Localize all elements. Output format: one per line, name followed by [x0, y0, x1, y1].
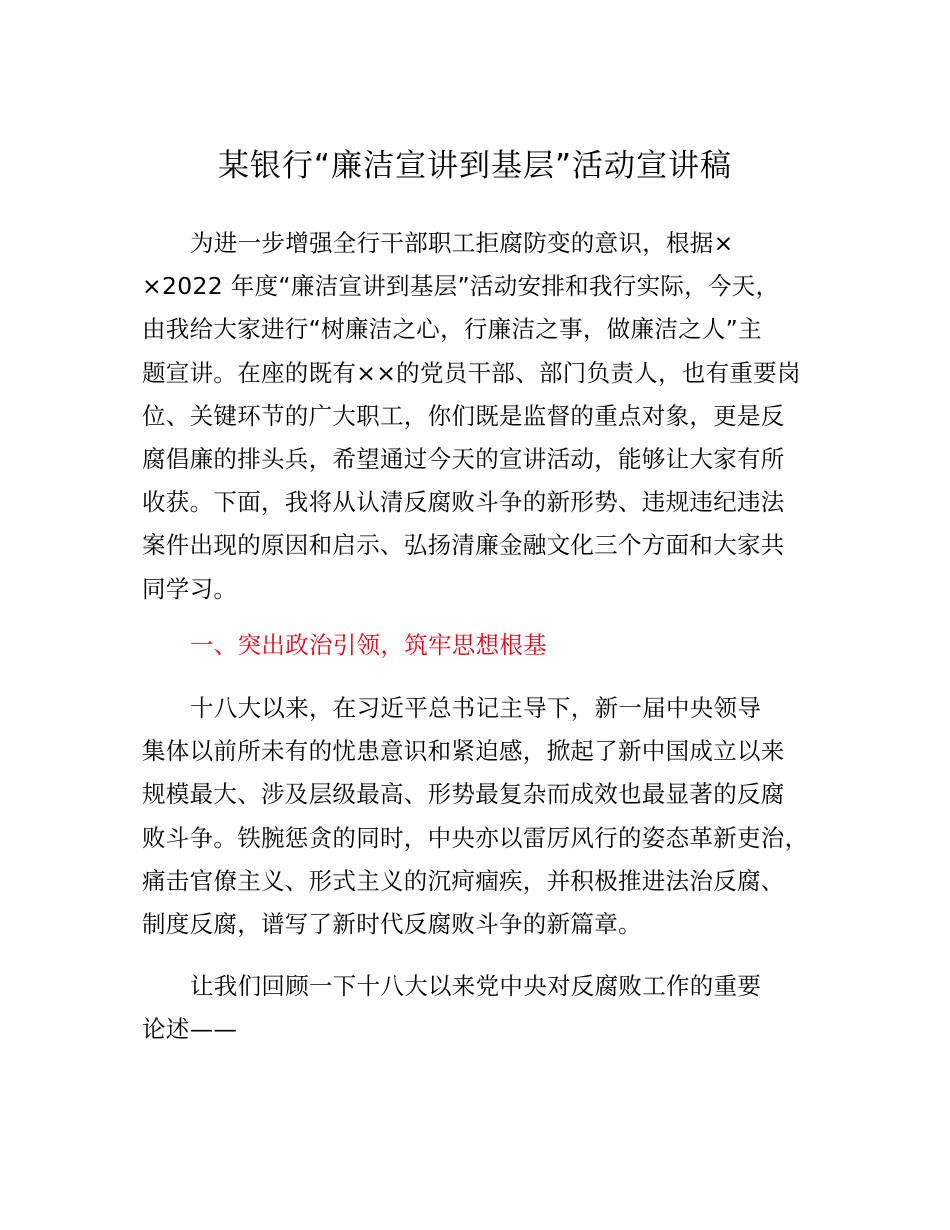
paragraph-line: 制度反腐，谱写了新时代反腐败斗争的新篇章。	[142, 910, 642, 939]
body-paragraph-2	[142, 687, 832, 946]
intro-paragraph	[142, 222, 832, 611]
paragraph-line: 腐倡廉的排头兵，希望通过今天的宣讲活动，能够让大家有所	[142, 445, 785, 474]
body-paragraph-3	[142, 965, 832, 1051]
section-heading	[142, 624, 832, 667]
paragraph-line: 题宣讲。在座的既有××的党员干部、部门负责人，也有重要岗	[142, 358, 801, 387]
paragraph-line: 同学习。	[142, 574, 238, 603]
paragraph-line: 让我们回顾一下十八大以来党中央对反腐败工作的重要	[190, 972, 762, 1000]
paragraph-line: ×2022 年度“廉洁宣讲到基层”活动安排和我行实际，今天，	[142, 272, 780, 301]
paragraph-line: 由我给大家进行“树廉洁之心，行廉洁之事，做廉洁之人”主	[142, 315, 762, 344]
paragraph-line: 痛击官僚主义、形式主义的沉疴痼疾，并积极推进法治反腐、	[142, 866, 785, 895]
paragraph-line: 收获。下面，我将从认清反腐败斗争的新形势、违规违纪违法	[142, 488, 785, 517]
paragraph-line: 论述——	[142, 1015, 238, 1044]
section-heading-text: 一、突出政治引领，筑牢思想根基	[190, 631, 547, 659]
paragraph-line: 败斗争。铁腕惩贪的同时，中央亦以雷厉风行的姿态革新吏治，	[142, 823, 809, 852]
paragraph-line: 集体以前所未有的忧患意识和紧迫感，掀起了新中国成立以来	[142, 737, 785, 766]
paragraph-line: 位、关键环节的广大职工，你们既是监督的重点对象，更是反	[142, 401, 785, 430]
paragraph-line: 为进一步增强全行干部职工拒腐防变的意识，根据×	[190, 229, 734, 257]
document-title: 某银行“廉洁宣讲到基层”活动宣讲稿	[217, 148, 733, 184]
paragraph-line: 十八大以来，在习近平总书记主导下，新一届中央领导	[190, 694, 762, 722]
paragraph-line: 案件出现的原因和启示、弘扬清廉金融文化三个方面和大家共	[142, 531, 785, 560]
paragraph-line: 规模最大、涉及层级最高、形势最复杂而成效也最显著的反腐	[142, 780, 785, 809]
